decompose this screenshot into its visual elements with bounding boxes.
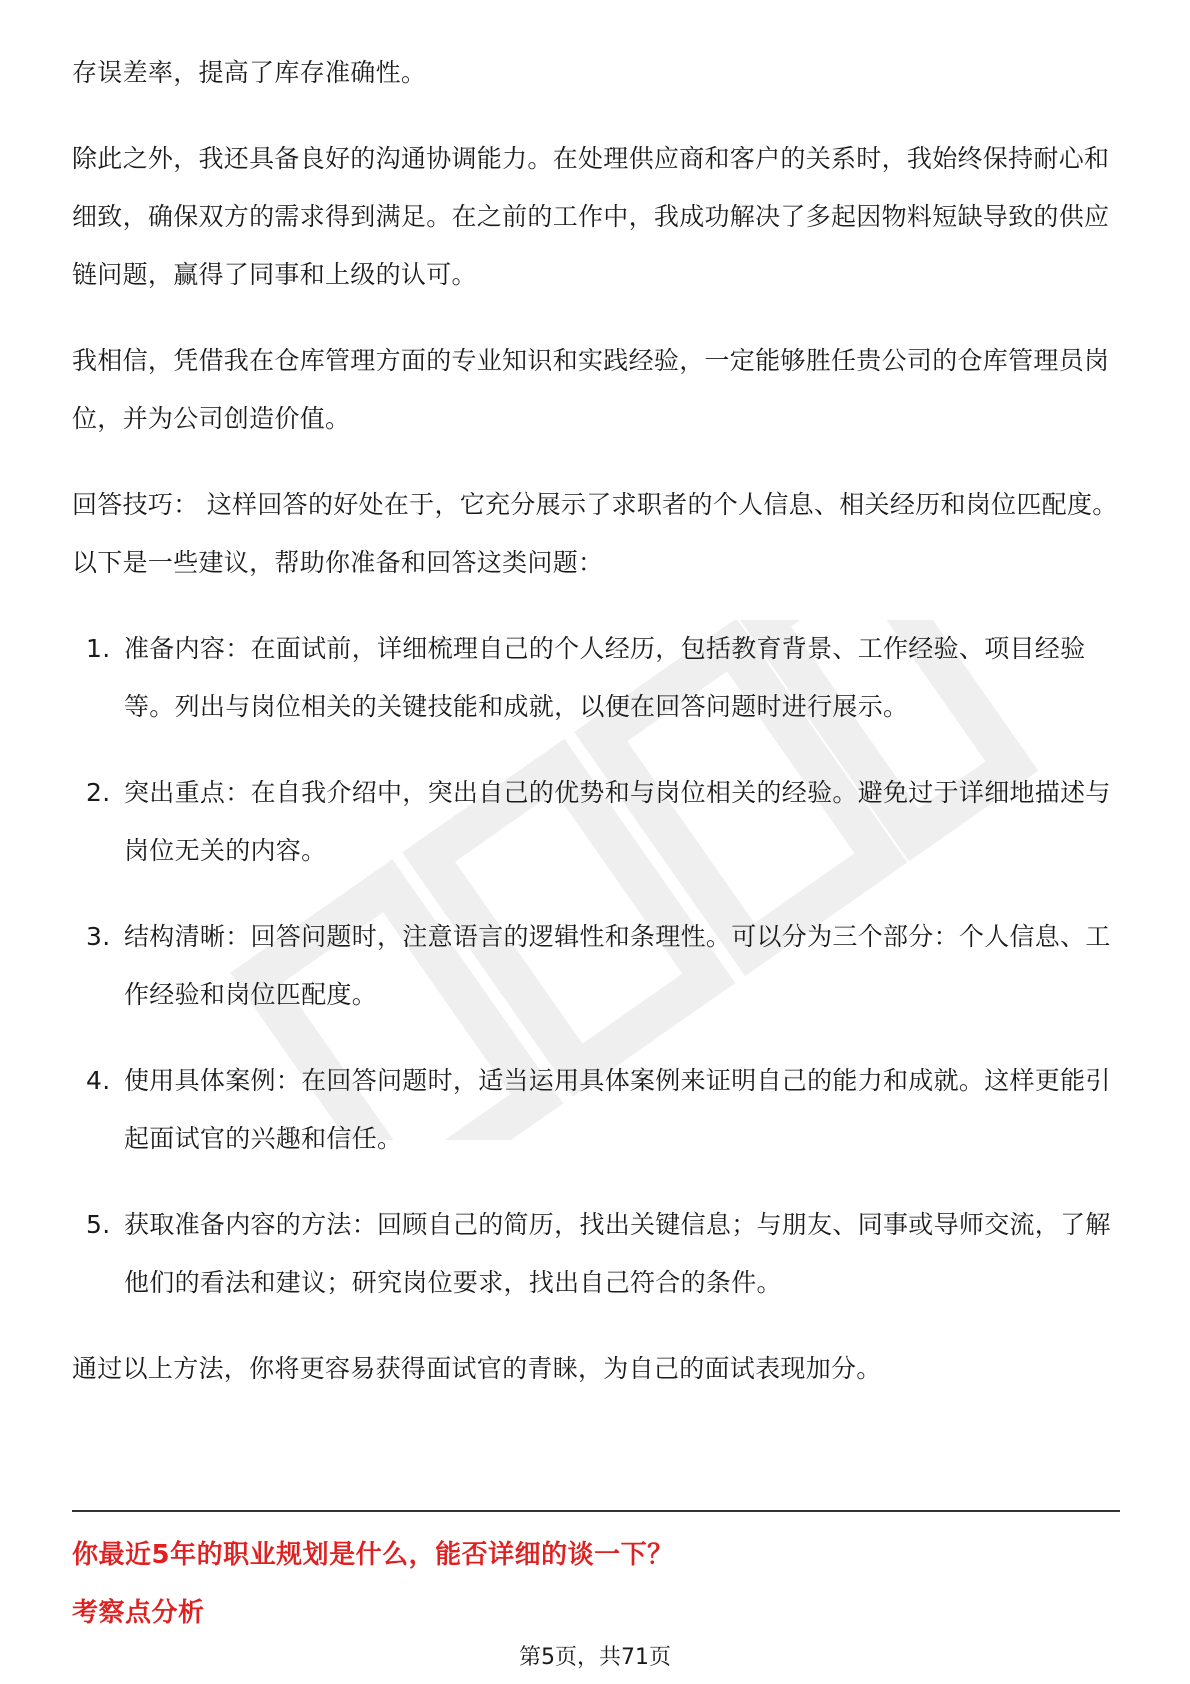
list-item: [72, 764, 1120, 880]
question-heading: 你最近5年的职业规划是什么，能否详细的谈一下？: [72, 1540, 674, 1570]
analysis-heading: 考察点分析: [72, 1598, 205, 1628]
list-item-text: 使用具体案例：在回答问题时，适当运用具体案例来证明自己的能力和成就。这样更能引起面试官的兴趣和信任。: [124, 1066, 1111, 1153]
list-item-text: 获取准备内容的方法：回顾自己的简历，找出关键信息；与朋友、同事或导师交流，了解他们的看法和建议；研究岗位要求，找出自己符合的条件。: [124, 1210, 1111, 1297]
list-item-number: 5.: [86, 1210, 111, 1239]
tips-list: [72, 620, 1120, 1312]
section-divider: [72, 1510, 1120, 1512]
list-item: [72, 908, 1120, 1024]
paragraph-1: 存误差率，提高了库存准确性。: [72, 58, 427, 87]
list-item-text: 准备内容：在面试前，详细梳理自己的个人经历，包括教育背景、工作经验、项目经验等。列出与岗位相关的关键技能和成就，以便在回答问题时进行展示。: [124, 634, 1086, 721]
list-item: [72, 1052, 1120, 1168]
list-item: [72, 1196, 1120, 1312]
answer-tips-intro: 回答技巧： 这样回答的好处在于，它充分展示了求职者的个人信息、相关经历和岗位匹配度。以下是一些建议，帮助你准备和回答这类问题：: [72, 490, 1118, 577]
list-item-number: 2.: [86, 778, 111, 807]
paragraph-3: 我相信，凭借我在仓库管理方面的专业知识和实践经验，一定能够胜任贵公司的仓库管理员岗位，并为公司创造价值。: [72, 346, 1110, 433]
list-item-number: 3.: [86, 922, 111, 951]
closing-paragraph: 通过以上方法，你将更容易获得面试官的青睐，为自己的面试表现加分。: [72, 1354, 882, 1383]
list-item-number: 4.: [86, 1066, 111, 1095]
document-body: [72, 44, 1120, 1426]
list-item-number: 1.: [86, 634, 111, 663]
page-number-footer: 第5页，共71页: [519, 1645, 671, 1670]
list-item-text: 结构清晰：回答问题时，注意语言的逻辑性和条理性。可以分为三个部分：个人信息、工作经验和岗位匹配度。: [124, 922, 1111, 1009]
list-item: [72, 620, 1120, 736]
list-item-text: 突出重点：在自我介绍中，突出自己的优势和与岗位相关的经验。避免过于详细地描述与岗位无关的内容。: [124, 778, 1111, 865]
paragraph-2: 除此之外，我还具备良好的沟通协调能力。在处理供应商和客户的关系时，我始终保持耐心和细致，确保双方的需求得到满足。在之前的工作中，我成功解决了多起因物料短缺导致的供应链问题，赢得了同事和上级的认可。: [72, 144, 1110, 289]
